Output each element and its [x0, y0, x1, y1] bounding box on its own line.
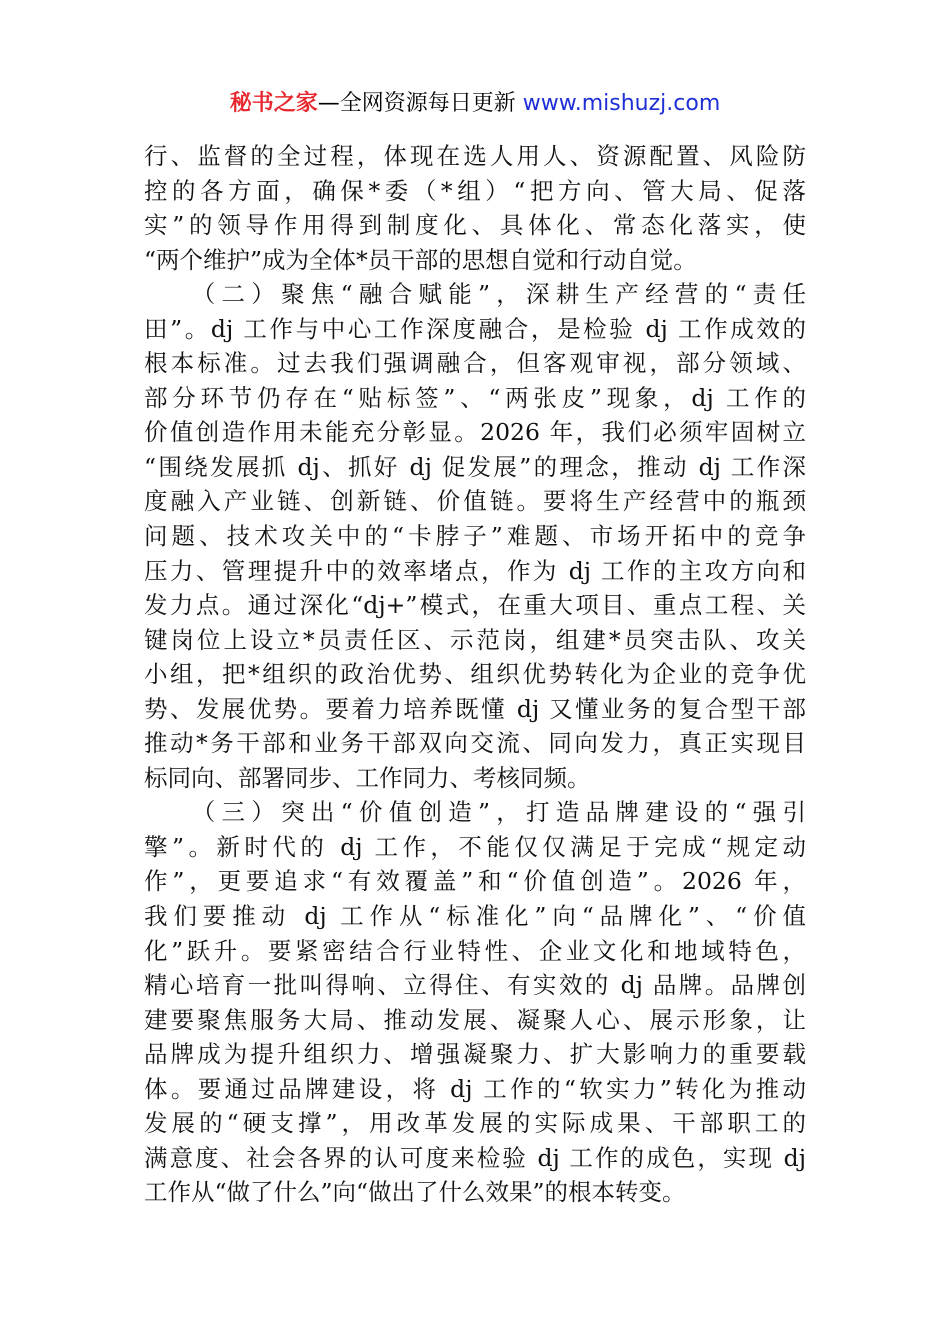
section-heading-line: （二）聚焦“融合赋能”，深耕生产经营的“责任	[144, 280, 806, 309]
text-line: 发展的“硬支撑”，用改革发展的实际成果、干部职工的	[144, 1109, 806, 1138]
text-line: 实”的领导作用得到制度化、具体化、常态化落实，使	[144, 211, 806, 240]
text-line: 精心培育一批叫得响、立得住、有实效的 dj 品牌。品牌创	[144, 971, 806, 1000]
text-line: 建要聚焦服务大局、推动发展、凝聚人心、展示形象，让	[144, 1005, 806, 1034]
text-line: 品牌成为提升组织力、增强凝聚力、扩大影响力的重要载	[144, 1040, 806, 1069]
text-line: 压力、管理提升中的效率堵点，作为 dj 工作的主攻方向和	[144, 556, 806, 585]
text-line: 行、监督的全过程，体现在选人用人、资源配置、风险防	[144, 142, 806, 170]
text-line: 度融入产业链、创新链、价值链。要将生产经营中的瓶颈	[144, 487, 806, 516]
text-line: 键岗位上设立*员责任区、示范岗，组建*员突击队、攻关	[144, 625, 806, 654]
site-slogan: —全网资源每日更新	[317, 91, 523, 116]
site-url-link[interactable]: www.mishuzj.com	[522, 91, 721, 116]
text-line: 体。要通过品牌建设，将 dj 工作的“软实力”转化为推动	[144, 1074, 806, 1103]
site-header	[0, 88, 950, 120]
text-line: “围绕发展抓 dj、抓好 dj 促发展”的理念，推动 dj 工作深	[144, 452, 806, 481]
text-line: 势、发展优势。要着力培养既懂 dj 又懂业务的复合型干部	[144, 694, 806, 723]
text-line: “两个维护”成为全体*员干部的思想自觉和行动自觉。	[144, 245, 697, 274]
text-line: 我们要推动 dj 工作从“标准化”向“品牌化”、“价值	[144, 902, 806, 931]
text-line: 标同向、部署同步、工作同力、考核同频。	[144, 763, 591, 792]
text-line: 擎”。新时代的 dj 工作，不能仅仅满足于完成“规定动	[144, 832, 806, 861]
section-heading-line: （三）突出“价值创造”，打造品牌建设的“强引	[144, 798, 806, 827]
text-line: 田”。dj 工作与中心工作深度融合，是检验 dj 工作成效的	[144, 314, 806, 343]
text-line: 工作从“做了什么”向“做出了什么效果”的根本转变。	[144, 1178, 686, 1207]
text-line: 作”，更要追求“有效覆盖”和“价值创造”。2026 年，	[144, 867, 806, 896]
site-brand: 秘书之家	[229, 91, 318, 116]
document-body	[144, 139, 806, 1210]
text-line: 根本标准。过去我们强调融合，但客观审视，部分领域、	[144, 349, 806, 378]
text-line: 推动*务干部和业务干部双向交流、同向发力，真正实现目	[144, 729, 806, 758]
text-line: 发力点。通过深化“dj+”模式，在重大项目、重点工程、关	[144, 591, 806, 620]
text-line: 价值创造作用未能充分彰显。2026 年，我们必须牢固树立	[144, 418, 806, 447]
text-line: 小组，把*组织的政治优势、组织优势转化为企业的竞争优	[144, 660, 806, 689]
text-line: 化”跃升。要紧密结合行业特性、企业文化和地域特色，	[144, 936, 806, 965]
text-line: 部分环节仍存在“贴标签”、“两张皮”现象，dj 工作的	[144, 383, 806, 412]
text-line: 控的各方面，确保*委（*组）“把方向、管大局、促落	[144, 176, 806, 205]
text-line: 满意度、社会各界的认可度来检验 dj 工作的成色，实现 dj	[144, 1143, 806, 1172]
text-line: 问题、技术攻关中的“卡脖子”难题、市场开拓中的竞争	[144, 522, 806, 551]
